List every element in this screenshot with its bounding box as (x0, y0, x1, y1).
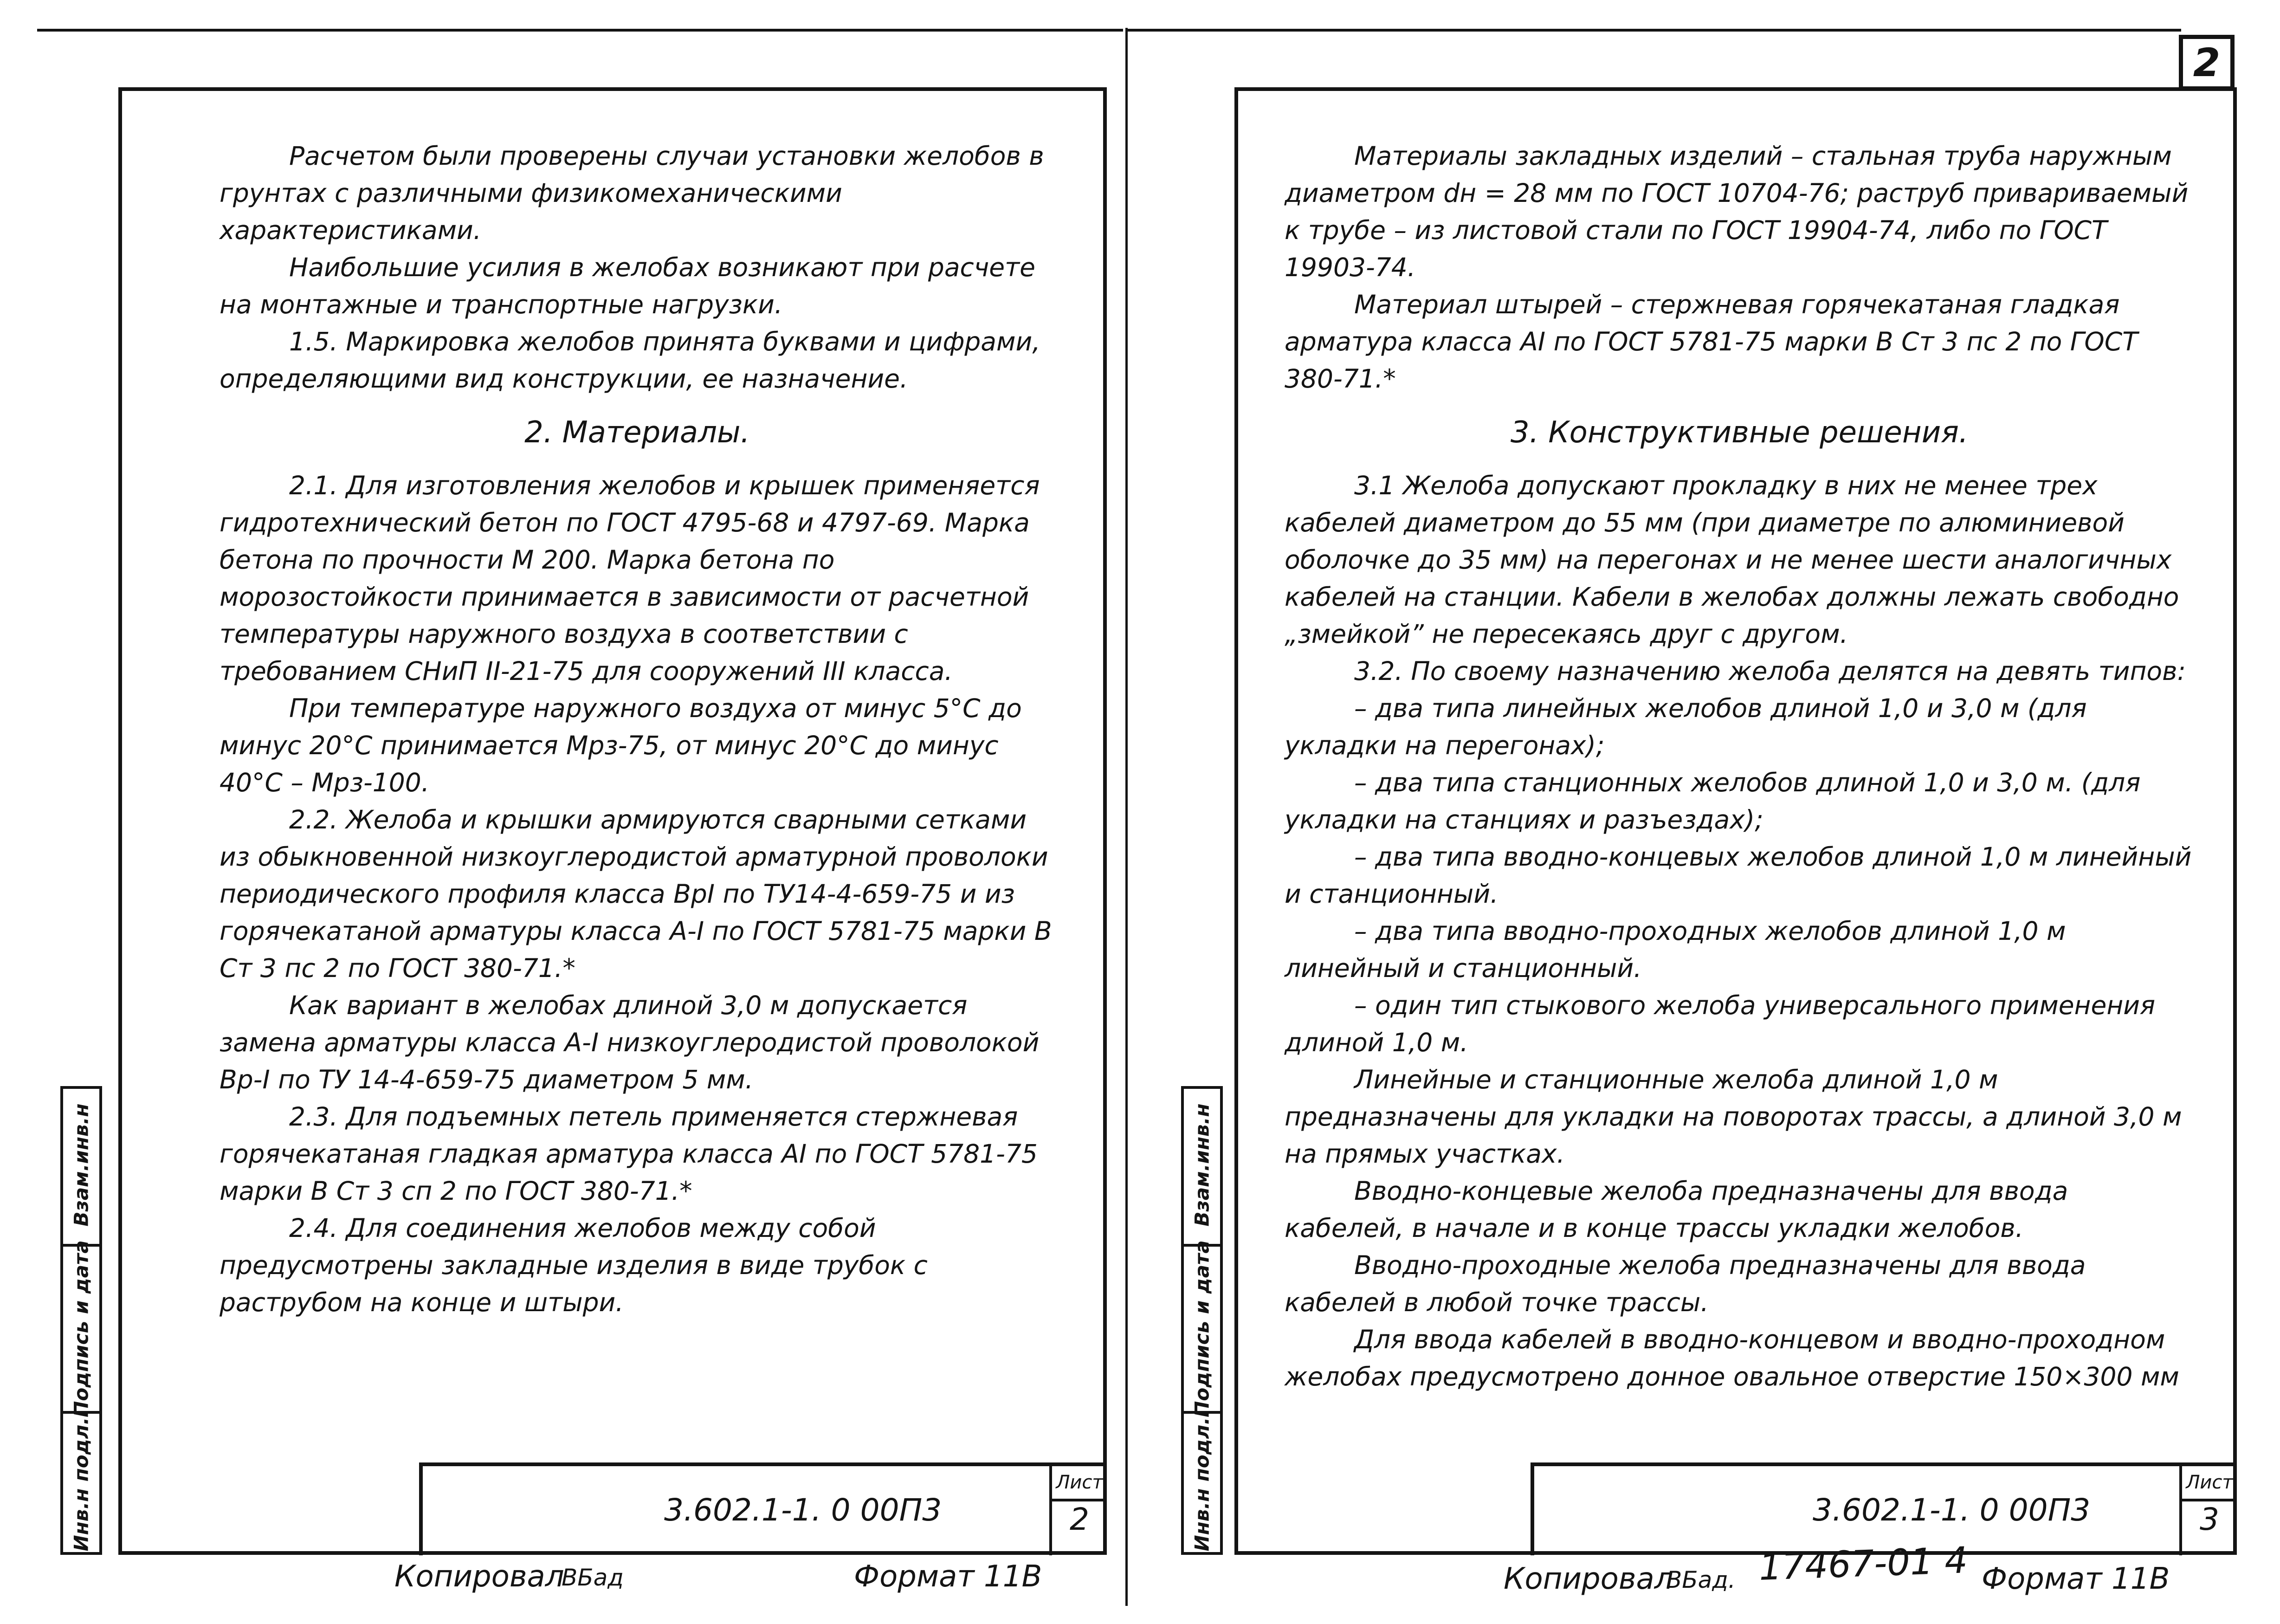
vzam-inv-label: Взам.инв.н (70, 1103, 93, 1227)
inv-orig-label: Инв.н подл. (70, 1417, 93, 1552)
top-rule-left (37, 29, 1123, 32)
left-paragraph: 1.5. Маркировка желобов принята буквами и цифрами, определяющими вид конструкции, ее назначение. (220, 327, 1040, 394)
left-format: Формат 11В (854, 1559, 1042, 1594)
right-paragraph: Вводно-проходные желоба предназначены для ввода кабелей в любой точке трассы. (1285, 1250, 2086, 1317)
left-doc-code: 3.602.1-1. 0 00П3 (664, 1492, 942, 1528)
left-paragraph: Наибольшие усилия в желобах возникают при расчете на монтажные и транспортные нагрузки. (220, 252, 1035, 319)
right-paragraph: Материалы закладных изделий – стальная труба наружным диаметром dн = 28 мм по ГОСТ 10704-76; раструб привариваемый к трубе – из листовой стали по ГОСТ 19904-74, либо по ГОСТ 19903-74. (1285, 141, 2189, 282)
left-paragraph: 2.2. Желоба и крышки армируются сварными сетками из обыкновенной низкоуглеродистой арматурной проволоки периодического профиля класса ВрI по ТУ14-4-659-75 и из горячекатаной арматуры класса А-I по ГОСТ 5781-75 марки В Ст 3 пс 2 по ГОСТ 380-71.* (220, 805, 1052, 983)
right-sheet-number: 3 (2200, 1501, 2219, 1537)
right-copied-signature: ВБад. (1666, 1566, 1736, 1593)
signature-date-cell (63, 1240, 99, 1417)
right-paragraph: Линейные и станционные желоба длиной 1,0 м предназначены для укладки на поворотах трассы, а длиной 3,0 м на прямых участках. (1285, 1065, 2182, 1169)
left-body-text (220, 137, 1055, 1321)
center-divider (1125, 28, 1128, 1606)
right-side-strip (1181, 1086, 1223, 1555)
inv-orig-cell-right (1184, 1411, 1220, 1555)
left-paragraph: 2.3. Для подъемных петель применяется стержневая горячекатаная гладкая арматура класса АI по ГОСТ 5781-75 марки В Ст 3 сп 2 по ГОСТ 380-71.* (220, 1102, 1038, 1206)
left-title-block (419, 1462, 1107, 1555)
right-sheet (1234, 87, 2237, 1555)
left-sheet (118, 87, 1107, 1555)
left-side-strip (60, 1086, 102, 1555)
right-paragraph: – два типа станционных желобов длиной 1,0 и 3,0 м. (для укладки на станциях и разъездах); (1285, 768, 2141, 835)
signature-date-cell-right (1184, 1240, 1220, 1417)
top-rule-right (1128, 29, 2181, 32)
left-paragraph: Расчетом были проверены случаи установки желобов в грунтах с различными физикомеханическими характеристиками. (220, 141, 1044, 245)
left-paragraph: 2.1. Для изготовления желобов и крышек применяется гидротехнический бетон по ГОСТ 4795-68 и 4797-69. Марка бетона по прочности М 200. Марка бетона по морозостойкости принимается в зависимости от расчетной температуры наружного воздуха в соответствии с требованием СНиП II-21-75 для сооружений III класса. (220, 471, 1040, 686)
left-paragraph: 2.4. Для соединения желобов между собой предусмотрены закладные изделия в виде трубок с раструбом на конце и штыри. (220, 1213, 928, 1317)
handwritten-number: 17467-01 4 (1758, 1540, 1969, 1589)
signature-date-label-right: Подпись и дата (1190, 1240, 1214, 1417)
left-copied-label: Копировал (394, 1559, 564, 1594)
right-sheet-label: Лист (2182, 1466, 2237, 1501)
left-copied-signature: ВБад (562, 1564, 624, 1591)
right-paragraph: Материал штырей – стержневая горячекатаная гладкая арматура класса АI по ГОСТ 5781-75 марки В Ст 3 пс 2 по ГОСТ 380-71.* (1285, 290, 2138, 394)
right-doc-code: 3.602.1-1. 0 00П3 (1813, 1492, 2091, 1528)
right-body-text (1285, 137, 2194, 1395)
right-paragraph: – два типа вводно-проходных желобов длиной 1,0 м линейный и станционный. (1285, 916, 2066, 983)
right-paragraph: Для ввода кабелей в вводно-концевом и вводно-проходном желобах предусмотрено донное овальное отверстие 150×300 мм (1285, 1325, 2179, 1391)
right-paragraph: 3.2. По своему назначению желоба делятся на девять типов: (1354, 656, 2186, 686)
vzam-inv-label-right: Взам.инв.н (1190, 1103, 1214, 1227)
page-number: 2 (2179, 35, 2235, 91)
right-paragraph: Вводно-концевые желоба предназначены для ввода кабелей, в начале и в конце трассы укладки желобов. (1285, 1176, 2068, 1243)
left-sheet-number: 2 (1070, 1501, 1089, 1537)
right-paragraph: – два типа вводно-концевых желобов длиной 1,0 м линейный и станционный. (1285, 842, 2192, 909)
right-paragraph: – два типа линейных желобов длиной 1,0 и 3,0 м (для укладки на перегонах); (1285, 693, 2087, 760)
inv-orig-cell (63, 1411, 99, 1555)
vzam-inv-cell (63, 1086, 99, 1244)
left-paragraph: Как вариант в желобах длиной 3,0 м допускается замена арматуры класса А-I низкоуглеродистой проволокой Вр-I по ТУ 14-4-659-75 диаметром 5 мм. (220, 990, 1040, 1094)
inv-orig-label-right: Инв.н подл. (1190, 1417, 1214, 1552)
right-title-block (1531, 1462, 2237, 1555)
left-sheet-cell (1049, 1466, 1107, 1555)
right-paragraph: – один тип стыкового желоба универсального применения длиной 1,0 м. (1285, 990, 2156, 1057)
left-paragraph: При температуре наружного воздуха от минус 5°С до минус 20°С принимается Мрз-75, от минус 20°С до минус 40°С – Мрз-100. (220, 693, 1022, 797)
right-copied-label: Копировал (1504, 1562, 1673, 1596)
right-section-heading: 3. Конструктивные решения. (1510, 415, 1969, 450)
left-section-heading: 2. Материалы. (524, 415, 750, 450)
signature-date-label: Подпись и дата (70, 1240, 93, 1417)
right-format: Формат 11В (1982, 1562, 2170, 1596)
right-sheet-cell (2179, 1466, 2237, 1555)
left-sheet-label: Лист (1052, 1466, 1107, 1501)
vzam-inv-cell-right (1184, 1086, 1220, 1244)
right-paragraph: 3.1 Желоба допускают прокладку в них не менее трех кабелей диаметром до 55 мм (при диаметре по алюминиевой оболочке до 35 мм) на перегонах и не менее шести аналогичных кабелей на станции. Кабели в желобах должны лежать свободно „змейкой” не пересекаясь друг с другом. (1285, 471, 2179, 649)
